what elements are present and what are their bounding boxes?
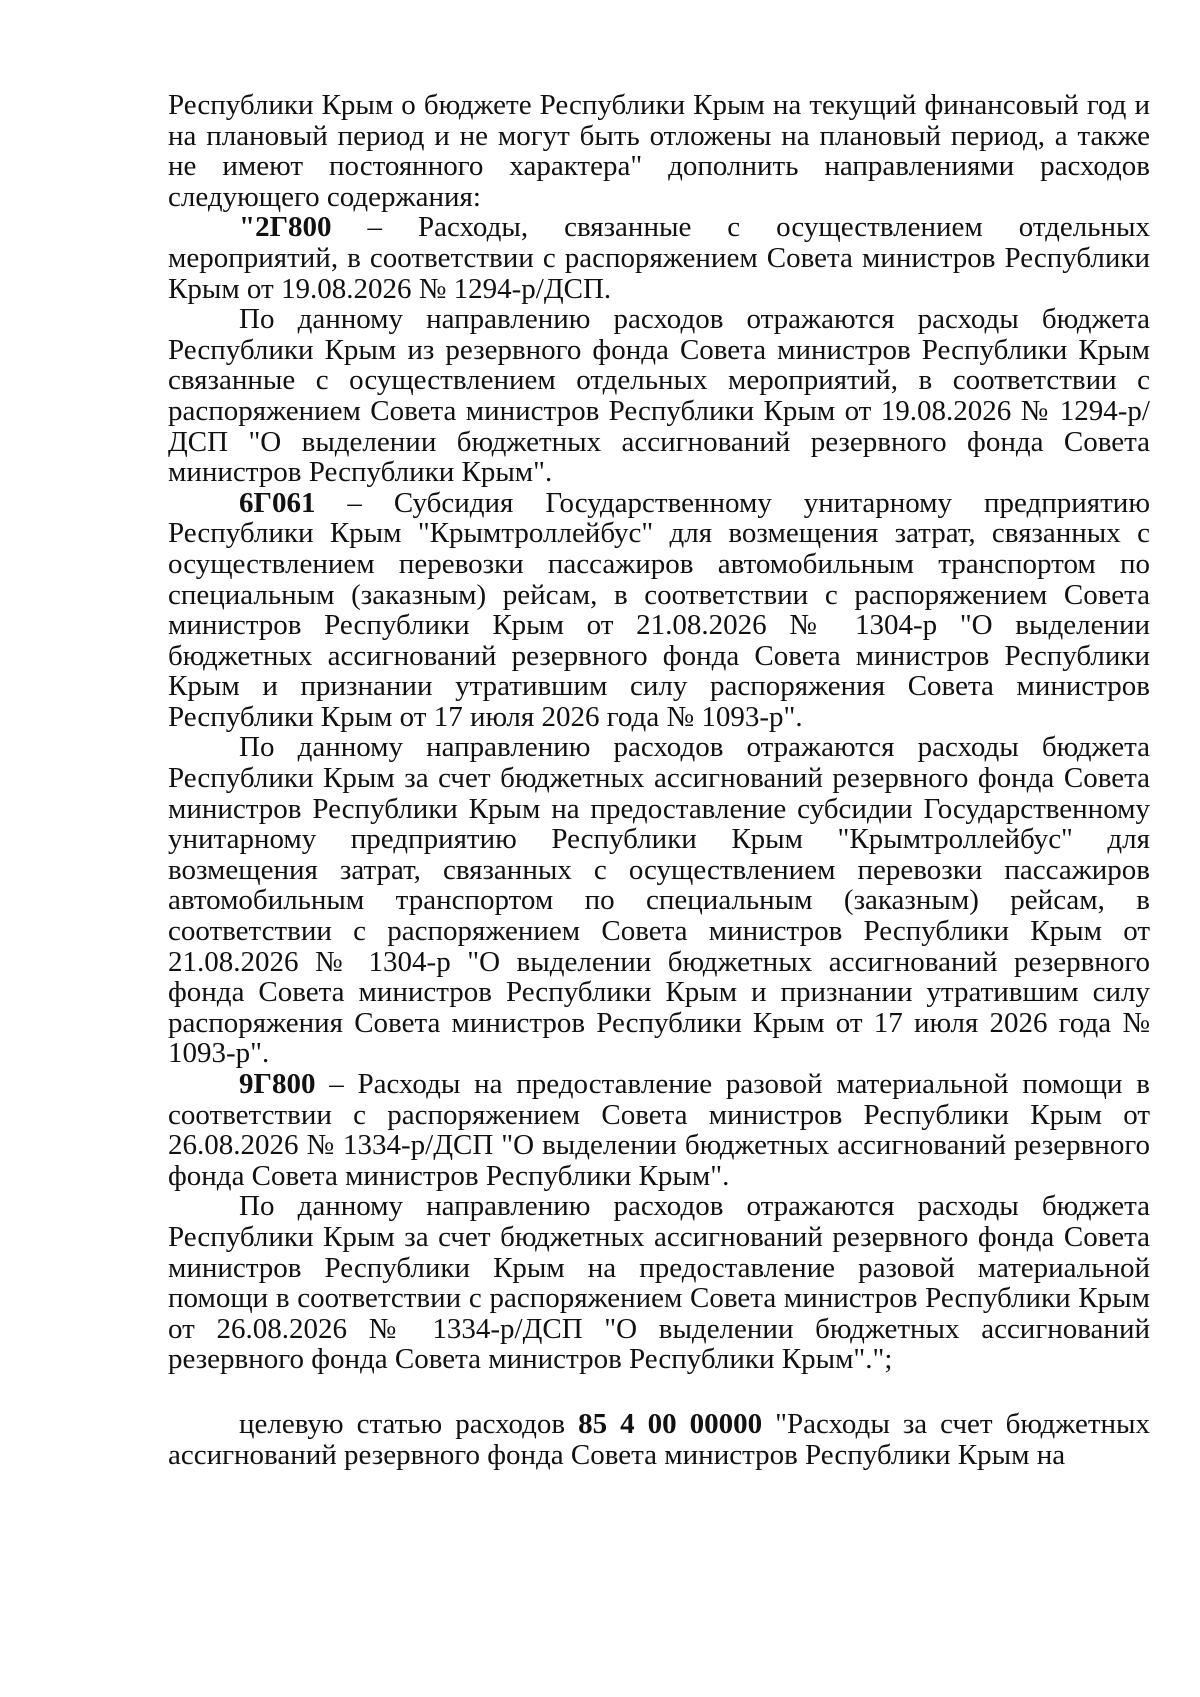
paragraph-9g800 (168, 1069, 1150, 1191)
paragraph-6g061 (168, 488, 1150, 733)
document-page (168, 90, 1150, 1470)
expense-code-2g800: "2Г800 (239, 211, 332, 244)
expense-code-6g061: 6Г061 (239, 486, 316, 519)
paragraph-target-article (168, 1409, 1150, 1470)
paragraph-2g800-description: По данному направлению расходов отражаются расходы бюджета Республики Крым из резервного фонда Совета министров Республики Крым связанные с осуществлением отдельных мероприятий, в соответствии с распоряжением Совета министров Республики Крым от 19.08.2026 № 1294-р/ДСП "О выделении бюджетных ассигнований резервного фонда Совета министров Республики Крым". (168, 303, 1150, 489)
target-article-code: 85 4 00 00000 (578, 1407, 763, 1440)
paragraph-text: "Расходы за счет бюджетных ассигнований резервного фонда Совета министров Республики Крым на (168, 1407, 1150, 1471)
paragraph-9g800-description: По данному направлению расходов отражаются расходы бюджета Республики Крым за счет бюджетных ассигнований резервного фонда Совета министров Республики Крым на предоставление разовой материальной помощи в соответствии с распоряжением Совета министров Республики Крым от 26.08.2026 № 1334-р/ДСП "О выделении бюджетных ассигнований резервного фонда Совета министров Республики Крым"."; (168, 1190, 1150, 1376)
paragraph-text: – Субсидия Государственному унитарному предприятию Республики Крым "Крымтроллейбус" для возмещения затрат, связанных с осуществлением перевозки пассажиров автомобильным транспортом по специальным (заказным) рейсам, в соответствии с распоряжением Совета министров Республики Крым от 21.08.2026 № 1304-р "О выделении бюджетных ассигнований резервного фонда Совета министров Республики Крым и признании утратившим силу распоряжения Совета министров Республики Крым от 17 июля 2026 года № 1093-р". (168, 486, 1150, 733)
paragraph-continuation: Республики Крым о бюджете Республики Крым на текущий финансовый год и на плановый период и не могут быть отложены на плановый период, а также не имеют постоянного характера" дополнить направлениями расходов следующего содержания: (168, 89, 1150, 213)
paragraph-text: целевую статью расходов (239, 1407, 579, 1440)
expense-code-9g800: 9Г800 (239, 1068, 316, 1100)
paragraph-text: – Расходы на предоставление разовой материальной помощи в соответствии с распоряжением Совета министров Республики Крым от 26.08.2026 № 1334-р/ДСП "О выделении бюджетных ассигнований резервного фонда Совета министров Республики Крым". (168, 1068, 1150, 1192)
paragraph-2g800 (168, 212, 1150, 304)
paragraph-text: – Расходы, связанные с осуществлением отдельных мероприятий, в соответствии с распоряжением Совета министров Республики Крым от 19.08.2026 № 1294-р/ДСП. (168, 211, 1150, 305)
paragraph-6g061-description: По данному направлению расходов отражаются расходы бюджета Республики Крым за счет бюджетных ассигнований резервного фонда Совета министров Республики Крым на предоставление субсидии Государственному унитарному предприятию Республики Крым "Крымтроллейбус" для возмещения затрат, связанных с осуществлением перевозки пассажиров автомобильным транспортом по специальным (заказным) рейсам, в соответствии с распоряжением Совета министров Республики Крым от 21.08.2026 № 1304-р "О выделении бюджетных ассигнований резервного фонда Совета министров Республики Крым и признании утратившим силу распоряжения Совета министров Республики Крым от 17 июля 2026 года № 1093-р". (168, 731, 1150, 1070)
